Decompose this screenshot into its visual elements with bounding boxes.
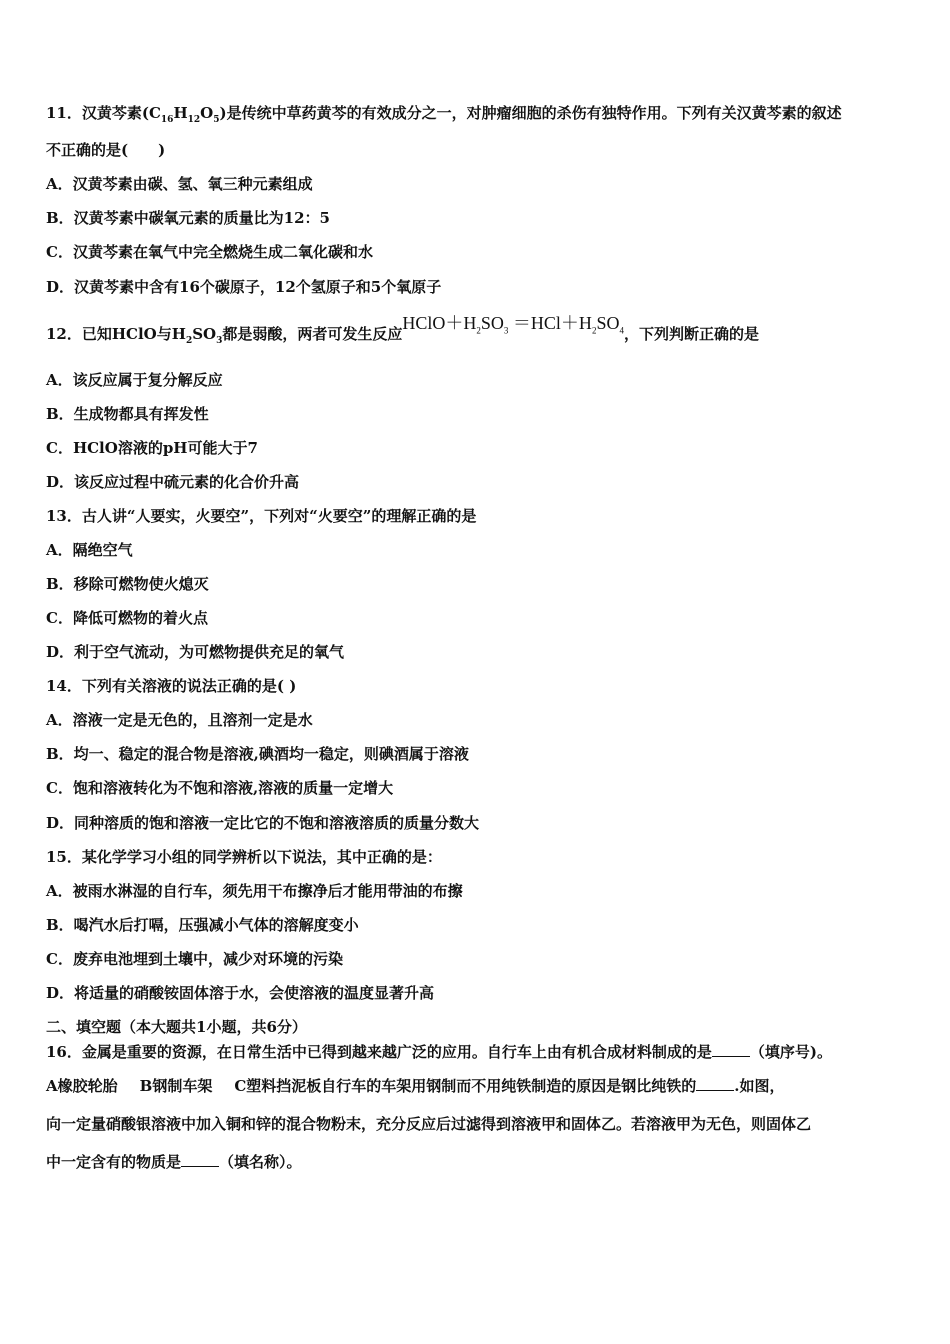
q16-line4: [46, 1152, 302, 1172]
q16-stem-start: 16．金属是重要的资源，在日常生活中已得到越来越广泛的应用。自行车上由有机合成材料制成的是: [46, 1043, 712, 1061]
q14-option-a: A．溶液一定是无色的，且溶剂一定是水: [46, 711, 313, 729]
q16-option-c: C塑料挡泥板: [234, 1077, 322, 1095]
q14-option-c: C．饱和溶液转化为不饱和溶液,溶液的质量一定增大: [46, 779, 394, 797]
q16-stem-part2: 自行车的车架用钢制而不用纯铁制造的原因是钢比纯铁的: [321, 1077, 697, 1095]
q11-formula-h: H: [173, 104, 188, 122]
q11-option-b: B．汉黄芩素中碳氧元素的质量比为12：5: [46, 209, 330, 227]
q15-option-c: C．废弃电池埋到土壤中，减少对环境的污染: [46, 950, 343, 968]
q11-formula-sub-h: 12: [187, 115, 201, 125]
q13-stem: 13．古人讲“人要实，火要空”，下列对“火要空”的理解正确的是: [46, 507, 477, 525]
q13-option-c: C．降低可燃物的着火点: [46, 609, 208, 627]
q11-option-c: C．汉黄芩素在氧气中完全燃烧生成二氧化碳和水: [46, 243, 373, 261]
q16-blank-3: [181, 1152, 219, 1167]
q15-option-d: D．将适量的硝酸铵固体溶于水，会使溶液的温度显著升高: [46, 984, 435, 1002]
q16-line3: 向一定量硝酸银溶液中加入铜和锌的混合物粉末，充分反应后过滤得到溶液甲和固体乙。若溶液甲为无色，则固体乙: [46, 1115, 812, 1133]
q13-option-d: D．利于空气流动，为可燃物提供充足的氧气: [46, 643, 345, 661]
q11-formula-sub-c: 16: [160, 115, 174, 125]
q16-blank-1: [712, 1042, 750, 1057]
section-heading: 二、填空题（本大题共1小题，共6分）: [46, 1018, 307, 1036]
q16-blank-2: [696, 1076, 734, 1091]
q11-option-d: D．汉黄芩素中含有16个碳原子，12个氢原子和5个氧原子: [46, 278, 442, 296]
q11-formula-o: O: [200, 104, 214, 122]
q16-line2: [46, 1076, 785, 1096]
q13-option-a: A．隔绝空气: [46, 541, 133, 559]
q11-stem-line1: [46, 103, 842, 130]
q12-stem-sub1: 2: [185, 336, 193, 346]
q12-option-b: B．生成物都具有挥发性: [46, 405, 209, 423]
q14-option-b: B．均一、稳定的混合物是溶液,碘酒均一稳定，则碘酒属于溶液: [46, 745, 469, 763]
q14-option-d: D．同种溶质的饱和溶液一定比它的不饱和溶液溶质的质量分数大: [46, 814, 480, 832]
q11-stem-start: 11．汉黄芩素(C: [46, 104, 161, 122]
q12-stem-start: 12．已知HClO与H: [46, 325, 186, 343]
q11-option-a: A．汉黄芩素由碳、氢、氧三种元素组成: [46, 175, 313, 193]
q12-stem: [46, 313, 759, 351]
q11-stem-line2: 不正确的是( ): [46, 141, 166, 159]
q12-stem-mid: 都是弱酸，两者可发生反应: [222, 325, 403, 343]
q15-stem: 15．某化学学习小组的同学辨析以下说法，其中正确的是：: [46, 848, 442, 866]
q12-stem-so: SO: [192, 325, 217, 343]
q16-stem-part4-end: （填名称）。: [219, 1153, 302, 1171]
q11-formula-sub-o: 5: [213, 115, 220, 125]
q16-stem-part4: 中一定含有的物质是: [46, 1153, 182, 1171]
q13-option-b: B．移除可燃物使火熄灭: [46, 575, 209, 593]
q11-stem-rest: )是传统中草药黄芩的有效成分之一，对肿瘤细胞的杀伤有独特作用。下列有关汉黄芩素的叙述: [219, 104, 842, 122]
q12-option-a: A．该反应属于复分解反应: [46, 371, 223, 389]
q12-option-c: C．HClO溶液的pH可能大于7: [46, 439, 258, 457]
q16-stem-fill-hint: （填序号)。: [749, 1043, 832, 1061]
q16-option-a: A橡胶轮胎: [46, 1077, 118, 1095]
q12-option-d: D．该反应过程中硫元素的化合价升高: [46, 473, 300, 491]
q12-stem-end: ，下列判断正确的是: [623, 325, 759, 343]
q16-stem-part2-end: .如图，: [734, 1077, 785, 1095]
q14-stem: 14．下列有关溶液的说法正确的是( ): [46, 677, 297, 695]
q12-reaction-equation: $HClO+H_2SO_3 =HCl+H_2SO_4$: [402, 313, 624, 336]
q16-option-b: B钢制车架: [139, 1077, 213, 1095]
q16-line1: [46, 1042, 832, 1062]
q15-option-a: A．被雨水淋湿的自行车，须先用干布擦净后才能用带油的布擦: [46, 882, 463, 900]
q12-stem-sub2: 3: [216, 336, 223, 346]
q15-option-b: B．喝汽水后打嗝，压强减小气体的溶解度变小: [46, 916, 359, 934]
